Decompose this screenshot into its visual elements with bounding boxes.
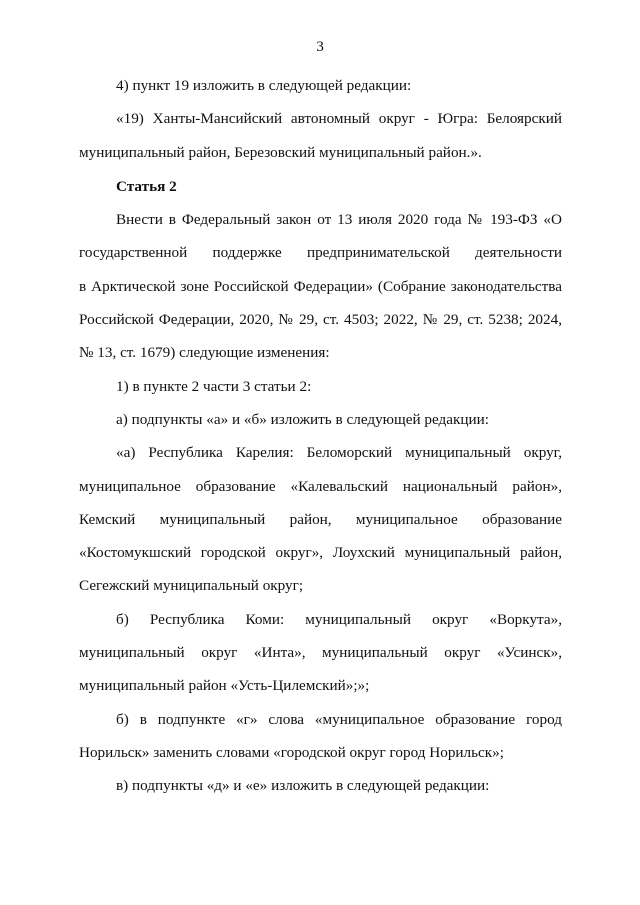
paragraph-line: государственной поддержке предпринимательской деятельности <box>79 244 562 261</box>
paragraph-line: Российской Федерации, 2020, № 29, ст. 4503; 2022, № 29, ст. 5238; 2024, <box>79 311 562 328</box>
paragraph-line: Норильск» заменить словами «городской округ город Норильск»; <box>79 744 504 761</box>
paragraph-line: 1) в пункте 2 части 3 статьи 2: <box>116 378 312 395</box>
paragraph-line: муниципальный округ «Инта», муниципальный округ «Усинск», <box>79 644 562 661</box>
paragraph-line: муниципальный район «Усть-Цилемский»;»; <box>79 677 370 694</box>
paragraph-line: Внести в Федеральный закон от 13 июля 2020 года № 193-ФЗ «О <box>116 211 562 228</box>
page-number: 3 <box>316 38 324 55</box>
paragraph-line: а) подпункты «а» и «б» изложить в следующей редакции: <box>116 411 489 428</box>
paragraph-line: «19) Ханты-Мансийский автономный округ - Югра: Белоярский <box>116 110 562 127</box>
paragraph-line: б) в подпункте «г» слова «муниципальное образование город <box>116 711 562 728</box>
paragraph-line: «а) Республика Карелия: Беломорский муниципальный округ, <box>116 444 562 461</box>
paragraph-line: 4) пункт 19 изложить в следующей редакции: <box>116 77 412 94</box>
paragraph-line: б) Республика Коми: муниципальный округ «Воркута», <box>116 611 562 628</box>
paragraph-line: Кемский муниципальный район, муниципальное образование <box>79 511 562 528</box>
paragraph-line: № 13, ст. 1679) следующие изменения: <box>79 344 330 361</box>
paragraph-line: «Костомукшский городской округ», Лоухский муниципальный район, <box>79 544 562 561</box>
paragraph-line: в) подпункты «д» и «е» изложить в следующей редакции: <box>116 777 490 794</box>
paragraph-line: муниципальный район, Березовский муниципальный район.». <box>79 144 482 161</box>
paragraph-line: муниципальное образование «Калевальский национальный район», <box>79 478 562 495</box>
paragraph-line: в Арктической зоне Российской Федерации» (Собрание законодательства <box>79 278 562 295</box>
paragraph-line: Сегежский муниципальный округ; <box>79 577 304 594</box>
article-heading: Статья 2 <box>116 178 177 195</box>
